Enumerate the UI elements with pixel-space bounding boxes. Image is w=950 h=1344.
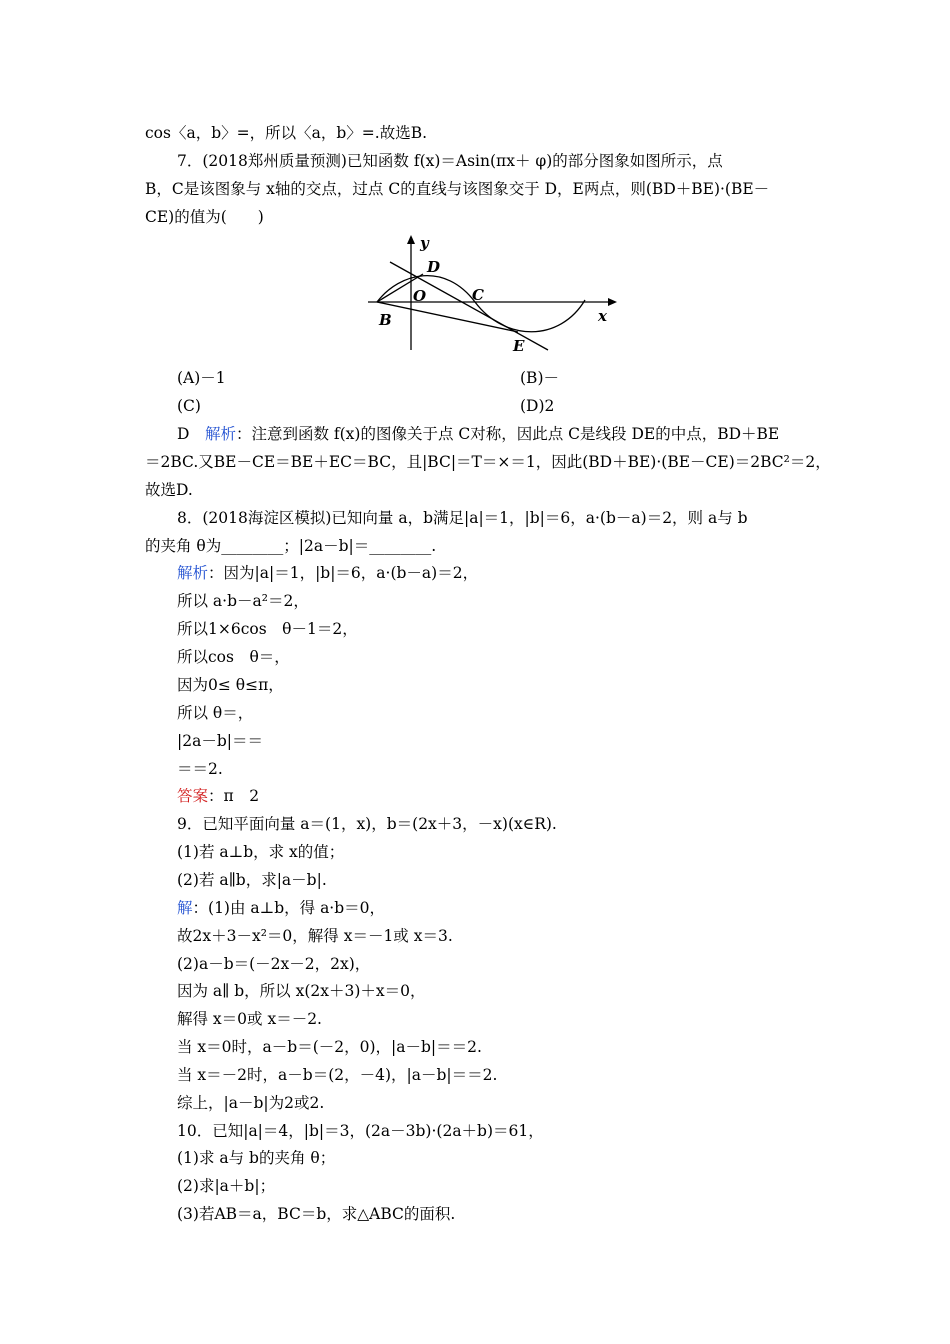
solution-8-line: 所以1×6cos θ－1＝2， bbox=[177, 620, 358, 638]
option-a: (A)－1 bbox=[177, 369, 226, 387]
question-7-line: 7．(2018郑州质量预测)已知函数 f(x)＝Asin(πx＋ φ)的部分图象如图所示，点 bbox=[177, 152, 723, 170]
solution-8-line bbox=[177, 563, 478, 583]
solution-text: ：因为|a|＝1，|b|＝6，a·(b－a)＝2， bbox=[208, 564, 479, 582]
solution-9-line: 当 x＝0时，a－b＝(－2，0)，|a－b|＝＝2. bbox=[177, 1038, 482, 1056]
solution-9-line bbox=[177, 898, 385, 918]
solution-9-line: 综上，|a－b|为2或2. bbox=[177, 1094, 325, 1112]
solution-text: ：(1)由 a⊥b，得 a·b＝0， bbox=[192, 899, 386, 917]
question-10-line: (1)求 a与 b的夹角 θ； bbox=[177, 1149, 336, 1167]
x-axis-arrow-icon bbox=[608, 298, 617, 306]
solution-9-line: 因为 a∥ b，所以 x(2x＋3)＋x＝0， bbox=[177, 982, 426, 1000]
solution-answer: D bbox=[177, 425, 205, 443]
solution-9-line: 当 x＝－2时，a－b＝(2，－4)，|a－b|＝＝2. bbox=[177, 1066, 498, 1084]
answer-text: ：π 2 bbox=[208, 787, 260, 805]
option-d: (D)2 bbox=[520, 397, 555, 415]
question-10-line: (2)求|a＋b|； bbox=[177, 1177, 276, 1195]
solution-9-line: 解得 x＝0或 x＝－2. bbox=[177, 1010, 322, 1028]
label-y: y bbox=[420, 234, 429, 252]
solution-8-line: ＝＝2. bbox=[177, 760, 223, 778]
question-10-line: (3)若AB＝a，BC＝b，求△ABC的面积. bbox=[177, 1205, 456, 1223]
label-b: B bbox=[379, 311, 392, 329]
label-c: C bbox=[472, 286, 484, 304]
solution-8-line: 所以 a·b－a²＝2， bbox=[177, 592, 309, 610]
question-7-line: B，C是该图象与 x轴的交点，过点 C的直线与该图象交于 D，E两点，则(BD＋BE)·(BE－ bbox=[145, 180, 770, 198]
segment-be bbox=[377, 302, 518, 332]
solution-9-line: 故2x＋3－x²＝0，解得 x＝－1或 x＝3. bbox=[177, 927, 453, 945]
solution-label: 解 bbox=[177, 899, 193, 917]
label-d: D bbox=[427, 258, 441, 276]
sine-graph-figure bbox=[360, 232, 620, 362]
question-7-line: CE)的值为( ) bbox=[145, 208, 264, 226]
answer-label: 答案 bbox=[177, 787, 209, 805]
analysis-label: 解析 bbox=[177, 564, 209, 582]
label-x: x bbox=[598, 307, 607, 325]
label-o: O bbox=[413, 287, 427, 305]
question-10-line: 10．已知|a|＝4，|b|＝3，(2a－3b)·(2a＋b)＝61， bbox=[177, 1122, 544, 1140]
solution-text: ：注意到函数 f(x)的图像关于点 C对称，因此点 C是线段 DE的中点，BD＋BE bbox=[235, 425, 780, 443]
solution-9-line: (2)a－b＝(－2x－2，2x)， bbox=[177, 955, 371, 973]
solution-7-line: 故选D. bbox=[145, 481, 193, 499]
option-b: (B)－ bbox=[520, 369, 559, 387]
solution-8-line: 所以 θ＝， bbox=[177, 704, 254, 722]
solution-8-line: |2a－b|＝＝ bbox=[177, 732, 263, 750]
text-line: cos〈a，b〉=，所以〈a，b〉=.故选B. bbox=[145, 124, 428, 142]
solution-7-line bbox=[177, 424, 779, 444]
label-e: E bbox=[513, 337, 525, 355]
question-9-line: (2)若 a∥b，求|a－b|. bbox=[177, 871, 327, 889]
y-axis-arrow-icon bbox=[407, 235, 415, 244]
solution-8-line: 所以cos θ＝， bbox=[177, 648, 290, 666]
option-c: (C) bbox=[177, 397, 201, 415]
question-8-line: 的夹角 θ为________；|2a－b|＝________. bbox=[145, 537, 437, 555]
analysis-label: 解析 bbox=[204, 425, 236, 443]
question-9-line: 9．已知平面向量 a＝(1，x)，b＝(2x＋3，－x)(x∈R). bbox=[177, 815, 557, 833]
question-8-line: 8．(2018海淀区模拟)已知向量 a，b满足|a|＝1，|b|＝6，a·(b－a)＝2，则 a与 b bbox=[177, 509, 748, 527]
solution-8-line: 因为0≤ θ≤π， bbox=[177, 676, 284, 694]
answer-8-line bbox=[177, 786, 259, 806]
question-9-line: (1)若 a⊥b，求 x的值； bbox=[177, 843, 345, 861]
solution-7-line: ＝2BC.又BE－CE＝BE＋EC＝BC，且|BC|＝T＝×＝1，因此(BD＋BE)·(BE－CE)＝2BC²＝2， bbox=[145, 453, 831, 471]
